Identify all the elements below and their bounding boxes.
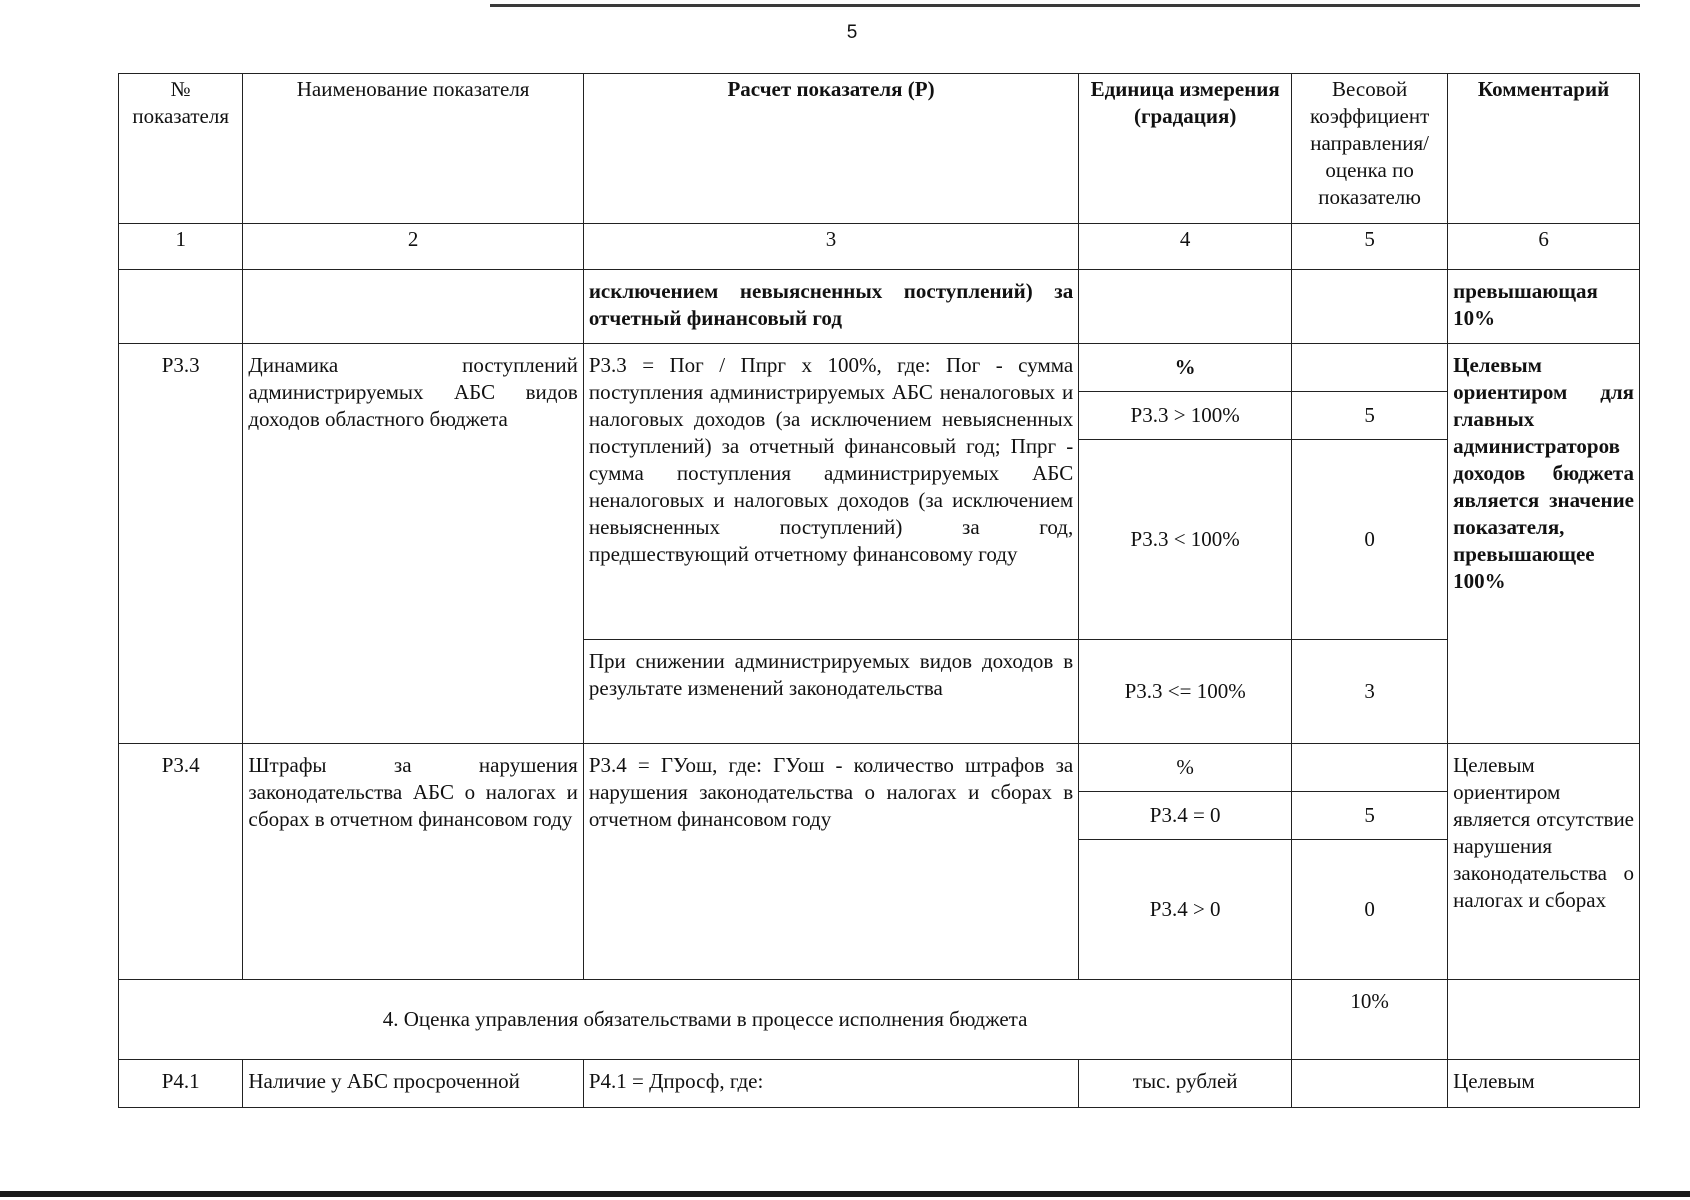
gradation-value: Р3.3 > 100% bbox=[1079, 392, 1292, 440]
indicator-name: Наличие у АБС просроченной bbox=[243, 1060, 583, 1108]
page-number: 5 bbox=[846, 22, 858, 43]
cell-empty bbox=[1292, 744, 1448, 792]
column-number: 1 bbox=[119, 224, 243, 270]
section-row bbox=[119, 980, 1640, 1060]
section-weight: 10% bbox=[1292, 980, 1448, 1060]
indicator-row-p34 bbox=[119, 744, 1640, 792]
indicator-comment: Целевым ориентиром является отсутствие нарушения законодательства о налогах и сборах bbox=[1448, 744, 1640, 980]
indicator-number: Р4.1 bbox=[119, 1060, 243, 1108]
header-calculation: Расчет показателя (Р) bbox=[583, 74, 1078, 224]
indicator-unit: тыс. рублей bbox=[1079, 1060, 1292, 1108]
header-weight: Весовой коэффициент направления/ оценка по показателю bbox=[1292, 74, 1448, 224]
column-numbers-row bbox=[119, 224, 1640, 270]
bottom-scan-rule bbox=[0, 1191, 1690, 1197]
gradation-value: Р3.4 = 0 bbox=[1079, 792, 1292, 840]
indicator-comment: Целевым ориентиром для главных администраторов доходов бюджета является значение показателя, превышающее 100% bbox=[1448, 344, 1640, 744]
table-header-row bbox=[119, 74, 1640, 224]
header-unit: Единица измерения (градация) bbox=[1079, 74, 1292, 224]
cell-empty bbox=[243, 270, 583, 344]
column-number: 3 bbox=[583, 224, 1078, 270]
indicator-comment: Целевым bbox=[1448, 1060, 1640, 1108]
cell-empty bbox=[1292, 270, 1448, 344]
indicator-row-p41 bbox=[119, 1060, 1640, 1108]
continuation-calc: исключением невыясненных поступлений) за отчетный финансовый год bbox=[583, 270, 1078, 344]
indicator-number: Р3.4 bbox=[119, 744, 243, 980]
indicator-name: Штрафы за нарушения законодательства АБС о налогах и сборах в отчетном финансовом году bbox=[243, 744, 583, 980]
gradation-score: 3 bbox=[1292, 640, 1448, 744]
gradation-score: 0 bbox=[1292, 440, 1448, 640]
column-number: 6 bbox=[1448, 224, 1640, 270]
indicator-unit: % bbox=[1079, 744, 1292, 792]
gradation-value: Р3.4 > 0 bbox=[1079, 840, 1292, 980]
indicator-number: Р3.3 bbox=[119, 344, 243, 744]
column-number: 4 bbox=[1079, 224, 1292, 270]
column-number: 5 bbox=[1292, 224, 1448, 270]
cell-empty bbox=[119, 270, 243, 344]
cell-empty bbox=[1079, 270, 1292, 344]
indicator-calculation: Р4.1 = Дпросф, где: bbox=[583, 1060, 1078, 1108]
header-number: № показателя bbox=[119, 74, 243, 224]
indicator-row-p33 bbox=[119, 344, 1640, 392]
gradation-score: 5 bbox=[1292, 792, 1448, 840]
gradation-condition: При снижении администрируемых видов доходов в результате изменений законодательства bbox=[583, 640, 1078, 744]
section-title: 4. Оценка управления обязательствами в процессе исполнения бюджета bbox=[119, 980, 1292, 1060]
header-name: Наименование показателя bbox=[243, 74, 583, 224]
gradation-score: 0 bbox=[1292, 840, 1448, 980]
indicator-name: Динамика поступлений администрируемых АБС видов доходов областного бюджета bbox=[243, 344, 583, 744]
cell-empty bbox=[1292, 344, 1448, 392]
gradation-score: 5 bbox=[1292, 392, 1448, 440]
continuation-comment: превышающая 10% bbox=[1448, 270, 1640, 344]
cell-empty bbox=[1448, 980, 1640, 1060]
continuation-row bbox=[119, 270, 1640, 344]
gradation-value: Р3.3 < 100% bbox=[1079, 440, 1292, 640]
gradation-value: Р3.3 <= 100% bbox=[1079, 640, 1292, 744]
top-scan-rule bbox=[490, 4, 1640, 7]
indicator-calculation: Р3.3 = Пог / Ппрг x 100%, где: Пог - сумма поступления администрируемых АБС неналоговых и налоговых доходов (за исключением невыясненных поступлений) за отчетный финансовый год; Ппрг - сумма поступления администрируемых АБС неналоговых и налоговых доходов (за исключением невыясненных поступлений) за год, предшествующий отчетному финансовому году bbox=[583, 344, 1078, 640]
header-comment: Комментарий bbox=[1448, 74, 1640, 224]
indicator-calculation: Р3.4 = ГУош, где: ГУош - количество штрафов за нарушения законодательства о налогах и сборах в отчетном финансовом году bbox=[583, 744, 1078, 980]
indicators-table bbox=[118, 73, 1640, 1108]
column-number: 2 bbox=[243, 224, 583, 270]
cell-empty bbox=[1292, 1060, 1448, 1108]
indicator-unit: % bbox=[1079, 344, 1292, 392]
